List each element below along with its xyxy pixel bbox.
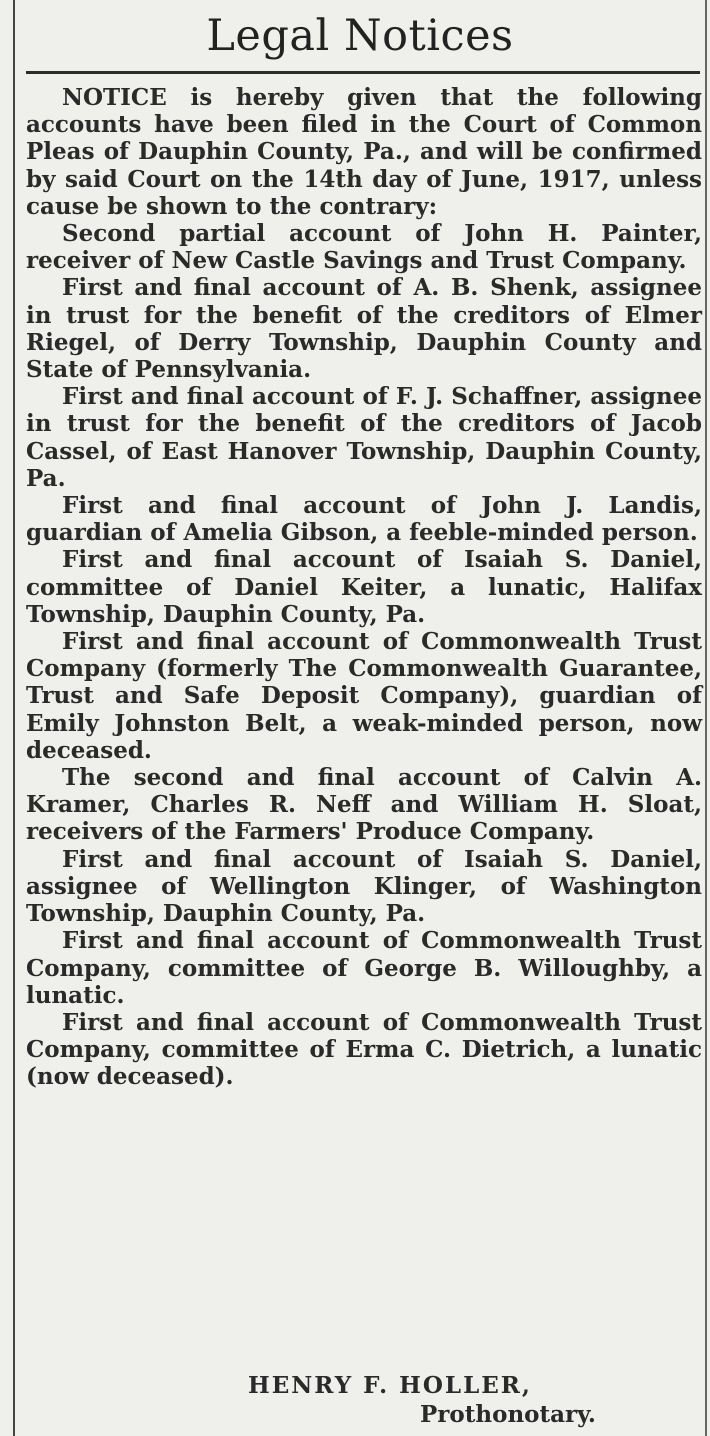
signature-block (26, 1371, 702, 1429)
account-entry: First and final account of Commonwealth Trust Company, committee of Erma C. Dietrich, a lunatic (now deceased). (26, 1008, 702, 1091)
column-border-left (13, 0, 15, 1436)
account-entry: First and final account of A. B. Shenk, assignee in trust for the benefit of the creditors of Elmer Riegel, of Derry Township, Dauphin County and State of Pennsylvania. (26, 274, 702, 384)
notice-body (26, 84, 702, 1091)
account-entry: First and final account of F. J. Schaffner, assignee in trust for the benefit of the creditors of Jacob Cassel, of East Hanover Township, Dauphin County, Pa. (26, 383, 702, 492)
section-heading: Legal Notices (206, 11, 514, 61)
account-entry: First and final account of Isaiah S. Daniel, assignee of Wellington Klinger, of Washington Township, Dauphin County, Pa. (26, 845, 702, 928)
notice-intro: NOTICE is hereby given that the following accounts have been filed in the Court of Common Pleas of Dauphin County, Pa., and will be confirmed by said Court on the 14th day of June, 1917, unless cause be shown to the contrary: (26, 84, 702, 220)
account-entry: First and final account of Commonwealth Trust Company (formerly The Commonwealth Guarantee, Trust and Safe Deposit Company), guardian of Emily Johnston Belt, a weak-minded person, now deceased. (26, 628, 702, 764)
heading-rule (26, 71, 700, 74)
account-entry: First and final account of John J. Landis, guardian of Amelia Gibson, a feeble-minded person. (26, 492, 702, 547)
signatory-title: Prothonotary. (420, 1401, 596, 1428)
account-entry: First and final account of Isaiah S. Daniel, committee of Daniel Keiter, a lunatic, Halifax Township, Dauphin County, Pa. (26, 546, 702, 628)
account-entry: First and final account of Commonwealth Trust Company, committee of George B. Willoughby, a lunatic. (26, 927, 702, 1009)
account-entry: Second partial account of John H. Painter, receiver of New Castle Savings and Trust Company. (26, 220, 702, 275)
account-entry: The second and final account of Calvin A. Kramer, Charles R. Neff and William H. Sloat, receivers of the Farmers' Produce Company. (26, 764, 702, 846)
signatory-name: HENRY F. HOLLER, (248, 1372, 532, 1399)
column-border-right (705, 0, 707, 1436)
